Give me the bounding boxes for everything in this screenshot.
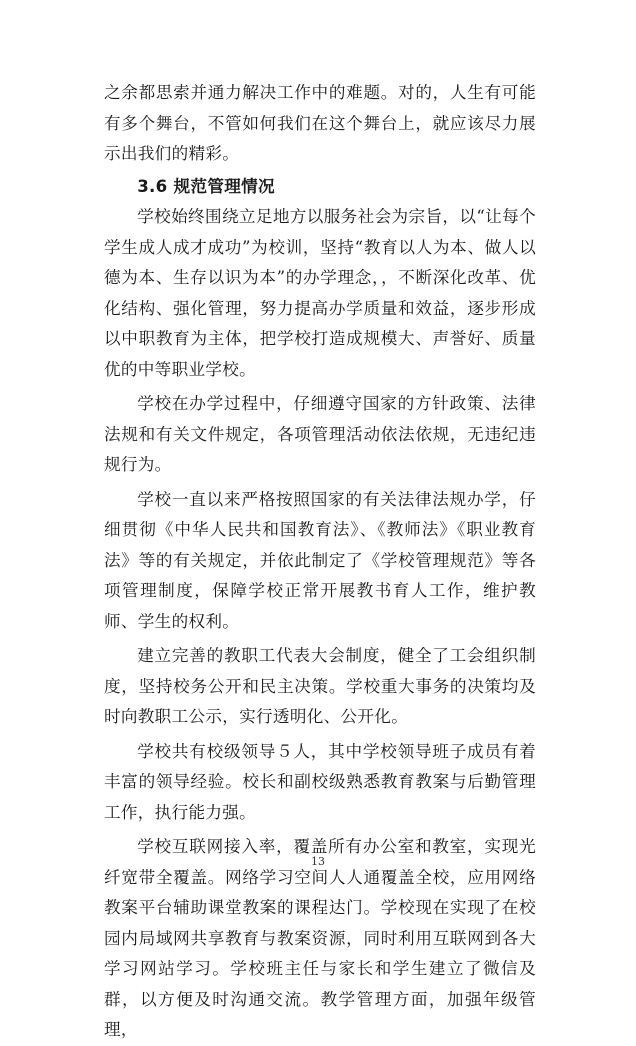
page-content bbox=[104, 78, 536, 1046]
page-number: 13 bbox=[311, 855, 325, 868]
body-paragraph: 建立完善的教职工代表大会制度，健全了工会组织制度，坚持校务公开和民主决策。学校重大事务的决策均及时向教职工公示，实行透明化、公开化。 bbox=[104, 646, 536, 726]
continuation-paragraph: 之余都思索并通力解决工作中的难题。对的，人生有可能有多个舞台，不管如何我们在这个舞台上，就应该尽力展示出我们的精彩。 bbox=[104, 83, 536, 163]
body-paragraph: 学校互联网接入率，覆盖所有办公室和教室，实现光纤宽带全覆盖。网络学习空间人人通覆盖全校，应用网络教案平台辅助课堂教案的课程达门。学校现在实现了在校园内局域网共享教育与教案资源，同时利用互联网到各大学习网站学习。学校班主任与家长和学生建立了微信及群，以方便及时沟通交流。教学管理方面，加强年级管理， bbox=[104, 837, 536, 1039]
section-heading: 3.6 规范管理情况 bbox=[137, 176, 275, 196]
body-paragraph: 学校一直以来严格按照国家的有关法律法规办学，仔细贯彻《中华人民共和国教育法》、《教师法》《职业教育法》等的有关规定，并依此制定了《学校管理规范》等各项管理制度，保障学校正常开展教书育人工作，维护教师、学生的权利。 bbox=[104, 489, 536, 631]
body-paragraph: 学校始终围绕立足地方以服务社会为宗旨，以“让每个学生成人成才成功”为校训，坚持“教育以人为本、做人以德为本、生存以识为本”的办学理念，，不断深化改革、优化结构、强化管理，努力提高办学质量和效益，逐步形成以中职教育为主体，把学校打造成规模大、声誉好、质量优的中等职业学校。 bbox=[104, 207, 536, 379]
body-paragraph: 学校在办学过程中，仔细遵守国家的方针政策、法律法规和有关文件规定，各项管理活动依法依规，无违纪违规行为。 bbox=[104, 394, 536, 474]
body-paragraph: 学校共有校级领导５人，其中学校领导班子成员有着丰富的领导经验。校长和副校级熟悉教育教案与后勤管理工作，执行能力强。 bbox=[104, 741, 536, 822]
